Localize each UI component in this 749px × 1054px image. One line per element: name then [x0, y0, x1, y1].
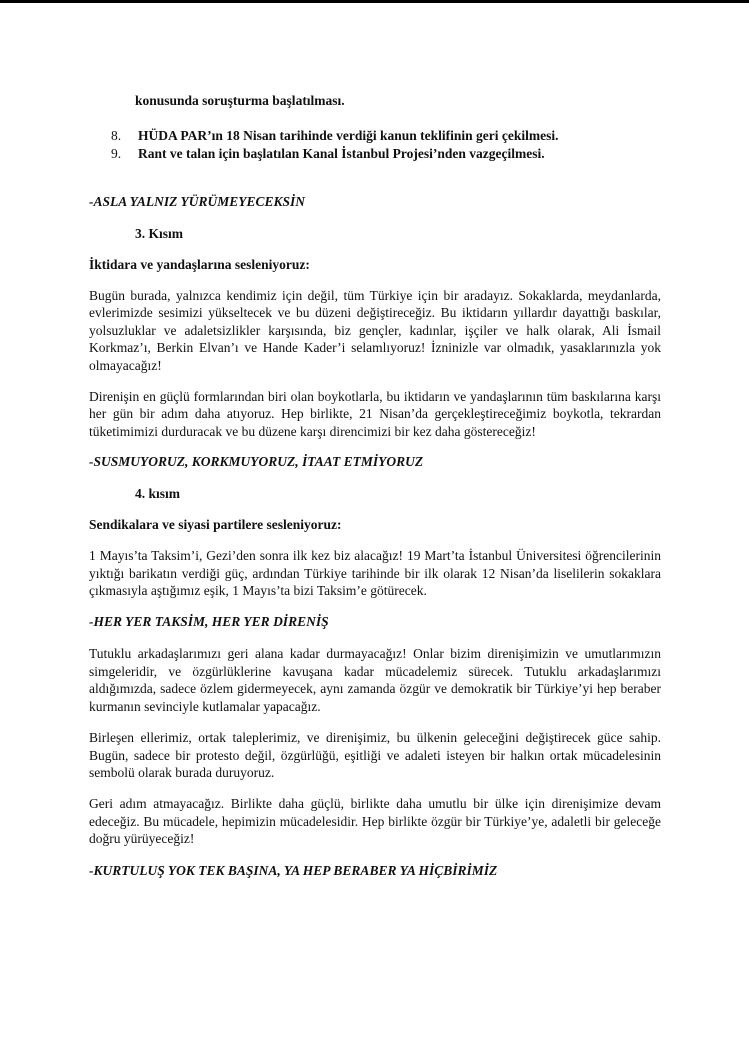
list-item-text: Rant ve talan için başlatılan Kanal İstanbul Projesi’nden vazgeçilmesi.	[138, 146, 545, 161]
paragraph: Birleşen ellerimiz, ortak taleplerimiz, ve direnişimiz, bu ülkenin geleceğini değiştirecek güce sahip. Bugün, sadece bir protesto değil, özgürlüğü, eşitliği ve adaleti isteyen bir halkın ortak mücadelesinin sembolü olarak burada duruyoruz.	[89, 730, 661, 780]
list-item-number: 8.	[111, 128, 122, 143]
paragraph: Bugün burada, yalnızca kendimiz için değil, tüm Türkiye için bir aradayız. Sokaklarda, meydanlarda, evlerimizde sesimizi yükseltecek ve bu düzeni değiştireceğiz. Bu iktidarın yıllardır dayattığı baskılar, yolsuzluklar ve adaletsizlikler karşısında, biz gençler, kadınlar, işçiler ve halk olarak, Ali İsmail Korkmaz’ı, Berkin Elvan’ı ve Hande Kader’i selamlıyoruz! İzninizle var olmadık, yasaklarınızla yok olmayacağız!	[89, 288, 661, 373]
list-item-continuation: konusunda soruşturma başlatılması.	[135, 93, 345, 108]
slogan-kurtulus-yok: -KURTULUŞ YOK TEK BAŞINA, YA HEP BERABER YA HİÇBİRİMİZ	[89, 862, 498, 878]
demands-list	[89, 127, 661, 163]
document-page	[89, 92, 661, 880]
list-item	[89, 145, 661, 163]
list-item	[89, 127, 661, 145]
section-3-address: İktidara ve yandaşlarına sesleniyoruz:	[89, 257, 310, 272]
section-3-heading: 3. Kısım	[135, 226, 184, 241]
paragraph: Geri adım atmayacağız. Birlikte daha güçlü, birlikte daha umutlu bir ülke için direnişimize devam edeceğiz. Bu mücadele, hepimizin mücadelesidir. Hep birlikte özgür bir Türkiye’ye, adaletli bir geleceğe doğru yürüyeceğiz!	[89, 796, 661, 847]
top-border-line	[0, 0, 749, 3]
slogan-susmuyoruz: -SUSMUYORUZ, KORKMUYORUZ, İTAAT ETMİYORUZ	[89, 454, 424, 470]
list-item-text: HÜDA PAR’ın 18 Nisan tarihinde verdiği kanun teklifinin geri çekilmesi.	[138, 128, 559, 143]
slogan-her-yer-taksim: -HER YER TAKSİM, HER YER DİRENİŞ	[89, 614, 329, 630]
section-4-heading: 4. kısım	[135, 486, 181, 502]
section-4-address: Sendikalara ve siyasi partilere sesleniyoruz:	[89, 517, 342, 533]
slogan-asla-yalniz: -ASLA YALNIZ YÜRÜMEYECEKSİN	[89, 194, 306, 209]
paragraph: Direnişin en güçlü formlarından biri olan boykotlarla, bu iktidarın ve yandaşlarının tüm baskılarına karşı her gün bir adım daha atıyoruz. Hep birlikte, 21 Nisan’da gerçekleştireceğimiz boykotla, tekrardan tüketimimizi durduracak ve bu düzene karşı direncimizi bir kez daha göstereceğiz!	[89, 389, 661, 439]
paragraph: Tutuklu arkadaşlarımızı geri alana kadar durmayacağız! Onlar bizim direnişimizin ve umutlarımızın simgeleridir, ve özgürlüklerine kavuşana kadar mücadelemiz sürecek. Tutuklu arkadaşlarımızı aldığımızda, sadece özlem gidermeyecek, aynı zamanda özgür ve demokratik bir Türkiye’yi hep beraber kurmanın sevinciyle kutlamalar yapacağız.	[89, 646, 661, 714]
list-item-number: 9.	[111, 146, 122, 161]
paragraph: 1 Mayıs’ta Taksim’i, Gezi’den sonra ilk kez biz alacağız! 19 Mart’ta İstanbul Üniversitesi öğrencilerinin yıktığı barikatın verdiği güç, ardından Türkiye tarihinde bir ilk olarak 12 Nisan’da liselilerin sokaklara çıkmasıyla aştığımız eşik, 1 Mayıs’ta bizi Taksim’e götürecek.	[89, 548, 661, 599]
